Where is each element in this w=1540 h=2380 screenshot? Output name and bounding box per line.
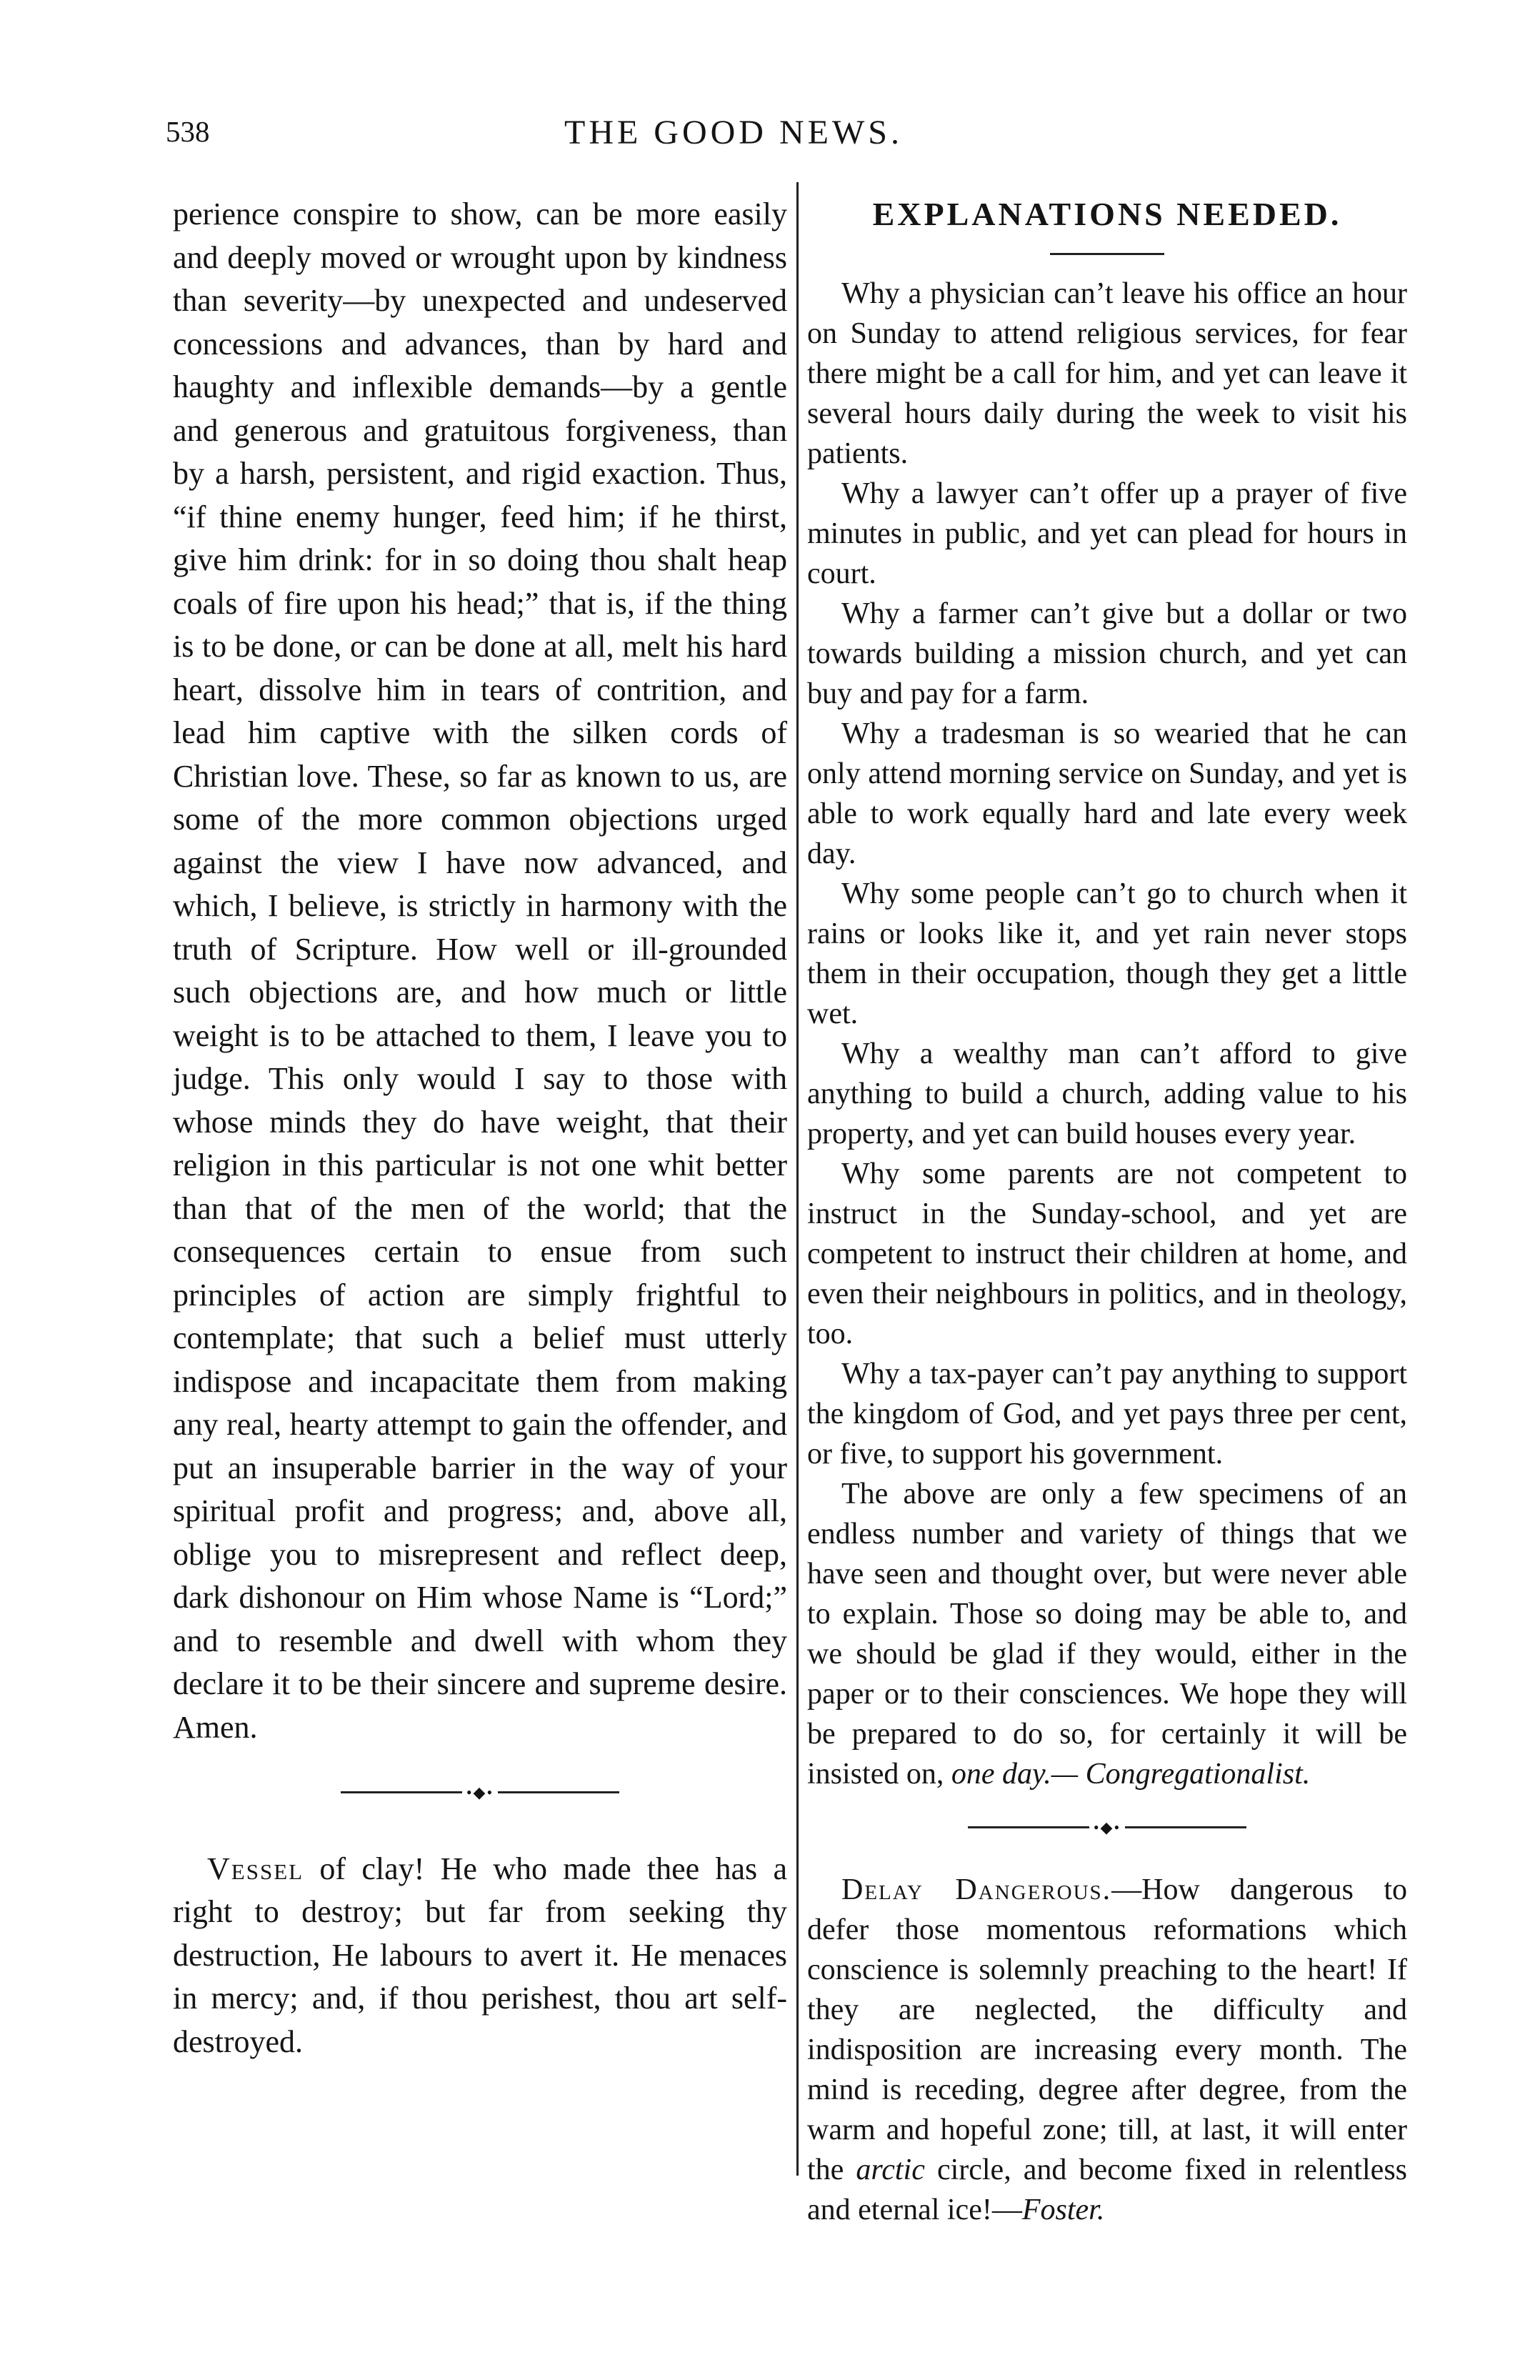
paragraph: Why a wealthy man can’t afford to give anything to build a church, adding value to his property, and yet can build houses every year. [807, 1037, 1407, 1150]
ornament-rule-left [341, 1791, 462, 1793]
closing-paragraph [807, 1474, 1407, 1794]
paragraph: Why some parents are not competent to instruct in the Sunday-school, and yet are competent to instruct their children at home, and even their neighbours in politics, and in theology, too. [807, 1157, 1407, 1350]
vessel-paragraph [173, 1848, 787, 2064]
paragraph: Why some people can’t go to church when it rains or looks like it, and yet rain never stops them in their occupation, though they get a little wet. [807, 877, 1407, 1030]
delay-paragraph [807, 1870, 1407, 2230]
ornament-rule-right [498, 1791, 619, 1793]
paragraph: Why a farmer can’t give but a dollar or two towards building a mission church, and yet can buy and pay for a farm. [807, 597, 1407, 710]
right-column [807, 193, 1407, 2230]
ornament-rule-right [1125, 1826, 1246, 1828]
delay-attribution: Foster. [1021, 2193, 1105, 2226]
title-rule [1050, 253, 1164, 255]
column-rule [796, 182, 799, 2176]
paragraph: Why a tradesman is so wearied that he can only attend morning service on Sunday, and yet is able to work equally hard and late every week day. [807, 717, 1407, 870]
sermon-continuation: perience conspire to show, can be more easily and deeply moved or wrought upon by kindness than severity—by unexpected and undeserved concessions and advances, than by hard and haughty and inflexible demands—by a gentle and generous and gratuitous forgiveness, than by a harsh, persistent, and rigid exaction. Thus, “if thine enemy hunger, feed him; if he thirst, give him drink: for in so doing thou shalt heap coals of fire upon his head;” that is, if the thing is to be done, or can be done at all, melt his hard heart, dissolve him in tears of contrition, and lead him captive with the silken cords of Christian love. These, so far as known to us, are some of the more common objections urged against the view I have now advanced, and which, I believe, is strictly in harmony with the truth of Scripture. How well or ill-grounded such objections are, and how much or little weight is to be attached to them, I leave you to judge. This only would I say to those with whose minds they do have weight, that their religion in this particular is not one whit better than that of the men of the world; that the consequences certain to ensue from such principles of action are simply frightful to contemplate; that such a belief must utterly indispose and incapacitate them from making any real, hearty attempt to gain the offender, and put an insuperable barrier in the way of your spiritual profit and progress; and, above all, oblige you to misrepresent and reflect deep, dark dishonour on Him whose Name is “Lord;” and to resemble and dwell with whom they declare it to be their sincere and supreme desire. Amen. [173, 196, 787, 1745]
ornament-rule-left [968, 1826, 1089, 1828]
paragraph: Why a lawyer can’t offer up a prayer of five minutes in public, and yet can plead for hours in court. [807, 477, 1407, 590]
page-number: 538 [166, 115, 210, 148]
vessel-lead: Vessel [207, 1851, 304, 1886]
running-head: THE GOOD NEWS. [564, 114, 903, 151]
section-ornament [173, 1782, 787, 1802]
ornament-mark: •◆• [1093, 1818, 1121, 1836]
paragraph: Why a physician can’t leave his office an hour on Sunday to attend religious services, for fear there might be a call for him, and yet can leave it several hours daily during the week to visit his patients. [807, 277, 1407, 470]
vessel-body: of clay! He who made thee has a right to destroy; but far from seeking thy destruction, He labours to avert it. He menaces in mercy; and, if thou perishest, thou art self-destroyed. [173, 1851, 787, 2059]
delay-lead: Delay Dangerous. [841, 1873, 1112, 1906]
left-column [173, 193, 787, 2063]
paragraph: Why a tax-payer can’t pay anything to support the kingdom of God, and yet pays three per cent, or five, to support his government. [807, 1358, 1407, 1470]
article-title: EXPLANATIONS NEEDED. [872, 196, 1342, 232]
delay-italic-word: arctic [856, 2153, 925, 2186]
closing-attribution: one day.— Congregationalist. [951, 1758, 1311, 1791]
section-ornament [807, 1817, 1407, 1837]
delay-body: —How dangerous to defer those momentous reformations which conscience is solemnly preaching to the heart! If they are neglected, the difficulty and indisposition are increasing every month. The mind is receding, degree after degree, from the warm and hopeful zone; till, at last, it will enter the [807, 1873, 1408, 2186]
closing-text: The above are only a few specimens of an endless number and variety of things that we have seen and thought over, but were never able to explain. Those so doing may be able to, and we should be glad if they would, either in the paper or to their consciences. We hope they will be prepared to do so, for certainly it will be insisted on, [807, 1478, 1407, 1791]
ornament-mark: •◆• [466, 1783, 494, 1801]
delay-body-end: circle, and become fixed in relentless and eternal ice!— [807, 2153, 1408, 2226]
